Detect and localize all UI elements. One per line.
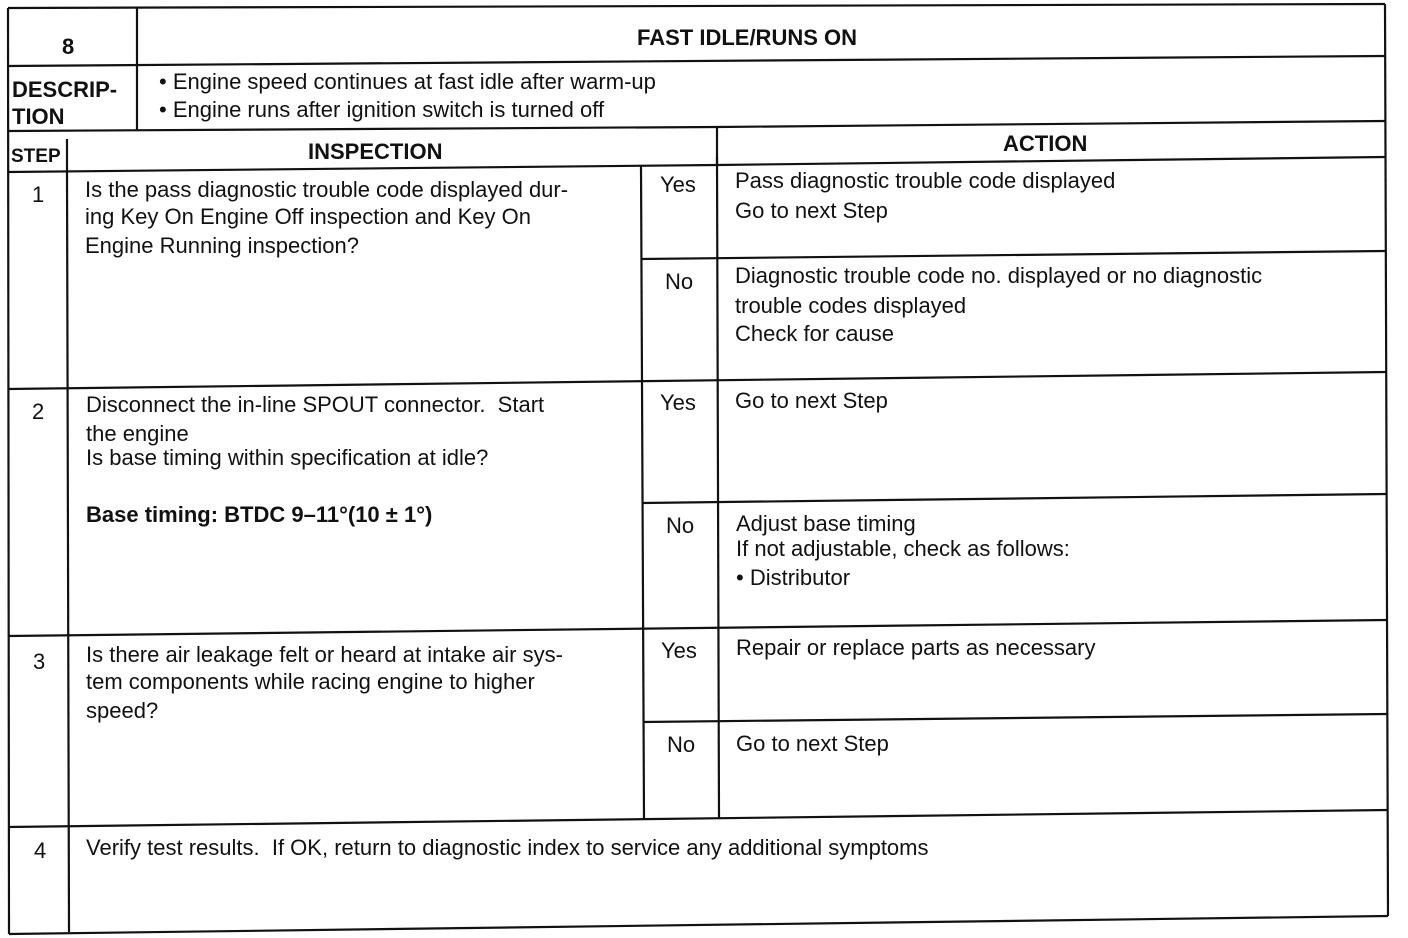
inspection-text: the engine (86, 421, 189, 446)
description-label-line2: TION (12, 104, 65, 129)
step2-bottom-rule (8, 620, 1387, 636)
step1-yes-no-rule (641, 251, 1385, 259)
header-bottom-rule (8, 56, 1385, 66)
description-bottom-rule-right (717, 121, 1385, 127)
column-header-step: STEP (11, 146, 61, 167)
inspection-text: Is the pass diagnostic trouble code displayed dur- (85, 177, 569, 202)
inspection-text: Engine Running inspection? (85, 233, 359, 258)
action-text: trouble codes displayed (735, 293, 967, 318)
action-text: Go to next Step (736, 731, 889, 756)
step1-bottom-rule (8, 372, 1386, 389)
column-header-action: ACTION (1003, 131, 1088, 156)
step-column-line (67, 172, 69, 932)
inspection-text: speed? (86, 698, 159, 723)
yes-label: Yes (660, 172, 696, 197)
action-text: Go to next Step (735, 388, 888, 413)
inspection-text: ing Key On Engine Off inspection and Key On (85, 204, 531, 229)
inspection-text: Is base timing within specification at idle? (86, 445, 489, 470)
no-label: No (667, 732, 696, 757)
step-number: 1 (32, 182, 45, 207)
column-header-rule-right (717, 157, 1385, 165)
column-header-inspection: INSPECTION (308, 139, 443, 164)
action-text: Adjust base timing (736, 511, 916, 536)
table-border-right (1385, 4, 1388, 916)
table-border-left (8, 8, 9, 934)
step-number: 2 (32, 399, 45, 424)
procedure-number: 8 (62, 34, 75, 59)
description-label-line1: DESCRIP- (12, 77, 118, 102)
base-timing-spec: Base timing: BTDC 9–11°(10 ± 1°) (86, 502, 433, 527)
yesno-action-line (717, 157, 719, 819)
description-bottom-rule-left (8, 127, 717, 131)
inspection-text: Disconnect the in-line SPOUT connector. Start (86, 392, 545, 417)
column-header-rule-left (8, 165, 717, 172)
action-text: Repair or replace parts as necessary (736, 635, 1096, 660)
step2-yes-no-rule (642, 494, 1386, 503)
table-border-bottom (9, 916, 1388, 934)
action-text: Go to next Step (735, 198, 888, 223)
no-label: No (666, 513, 695, 538)
inspection-text: tem components while racing engine to higher (86, 669, 535, 694)
action-text: If not adjustable, check as follows: (736, 536, 1070, 561)
step-number: 3 (33, 649, 46, 674)
verify-results-text: Verify test results. If OK, return to diagnostic index to service any additional symptoms (86, 835, 929, 860)
table-border-top (8, 4, 1385, 8)
yes-label: Yes (660, 390, 696, 415)
action-text: Check for cause (735, 321, 894, 346)
inspection-text: Is there air leakage felt or heard at intake air sys- (86, 642, 563, 667)
description-item: • Engine runs after ignition switch is turned off (159, 97, 605, 122)
yes-label: Yes (661, 638, 697, 663)
step3-bottom-rule (8, 810, 1388, 827)
step3-yes-no-rule (643, 714, 1387, 722)
description-item: • Engine speed continues at fast idle after warm-up (159, 69, 656, 94)
action-text: Diagnostic trouble code no. displayed or no diagnostic (735, 263, 1263, 288)
step-number: 4 (34, 838, 47, 863)
procedure-title: FAST IDLE/RUNS ON (637, 25, 858, 50)
no-label: No (665, 269, 694, 294)
action-text: Pass diagnostic trouble code displayed (735, 168, 1116, 193)
action-text: • Distributor (736, 565, 851, 590)
